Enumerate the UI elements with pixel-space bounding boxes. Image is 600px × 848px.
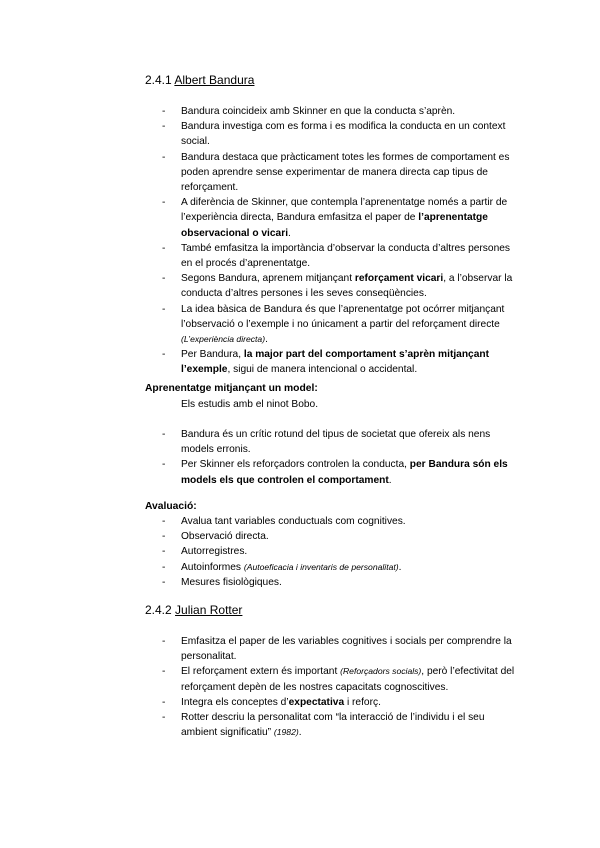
- section-heading-rotter: [145, 603, 242, 618]
- list-item: - A diferència de Skinner, que contempla l’aprenentatge només a partir de l’experiència directa, Bandura emfasitza el paper de l’aprenentatge observacional o vicari.: [162, 197, 508, 239]
- list-item: - Autoinformes (Autoeficacia i inventaris de personalitat).: [162, 561, 402, 573]
- list-item: - Bandura investiga com es forma i es modifica la conducta en un context social.: [162, 121, 506, 148]
- list-item: - Mesures fisiològiques.: [162, 576, 282, 588]
- bandura-bullet-list: [0, 104, 600, 378]
- section-title: Albert Bandura: [174, 73, 255, 87]
- list-item: - Bandura destaca que pràcticament totes les formes de comportament es poden aprendre sense experimentar de manera directa cap tipus de reforçament.: [162, 151, 510, 194]
- list-item: - Observació directa.: [162, 531, 269, 543]
- model-bullet-list: [0, 427, 600, 488]
- rotter-bullet-list: [0, 634, 600, 740]
- section-number: 2.4.1: [145, 73, 172, 87]
- list-item: - Rotter descriu la personalitat com “la interacció de l’individu i el seu ambient significatiu” (1982).: [162, 712, 485, 739]
- list-item: - El reforçament extern és important (Reforçadors socials), però l’efectivitat del reforçament depèn de les nostres capacitats cognoscitives.: [162, 666, 515, 693]
- list-item: - Autorregistres.: [162, 546, 248, 558]
- list-item: - Bandura és un crític rotund del tipus de societat que ofereix als nens models erronis.: [162, 429, 491, 456]
- list-item: - Per Skinner els reforçadors controlen la conducta, per Bandura són els models els que controlen el comportament.: [162, 459, 508, 486]
- evaluation-subheading: Avaluació:: [145, 501, 197, 512]
- list-item: - Avalua tant variables conductuals com cognitives.: [162, 516, 406, 527]
- section-heading-bandura: [145, 73, 254, 88]
- model-subheading: Aprenentatge mitjançant un model:: [145, 383, 318, 394]
- evaluation-bullet-list: [0, 514, 600, 590]
- list-item: - Integra els conceptes d’expectativa i reforç.: [162, 696, 381, 708]
- section-number: 2.4.2: [145, 603, 172, 617]
- list-item: - També emfasitza la importància d’observar la conducta d’altres persones en el procés d’aprenentatge.: [162, 242, 510, 270]
- list-item: - Segons Bandura, aprenem mitjançant reforçament vicari, a l’observar la conducta d’altres persones i les seves conseqüències.: [162, 273, 513, 300]
- list-item: - Bandura coincideix amb Skinner en que la conducta s’aprèn.: [162, 106, 456, 117]
- model-line: Els estudis amb el ninot Bobo.: [181, 399, 319, 410]
- section-title: Julian Rotter: [175, 603, 243, 617]
- list-item: - La idea bàsica de Bandura és que l’aprenentatge pot ocórrer mitjançant l’observació o l’exemple i no únicament a partir del reforçament directe (L’experiència directa).: [162, 303, 505, 346]
- list-item: - Emfasitza el paper de les variables cognitives i socials per comprendre la personalitat.: [162, 636, 512, 663]
- list-item: - Per Bandura, la major part del comportament s’aprèn mitjançant l’exemple, sigui de manera intencional o accidental.: [162, 349, 490, 376]
